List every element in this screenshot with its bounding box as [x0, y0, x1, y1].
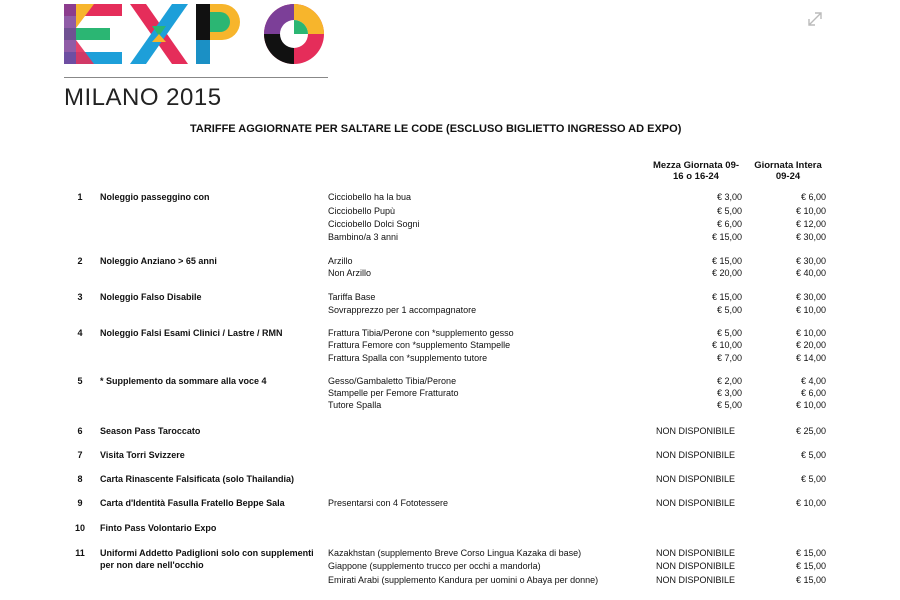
item-option: Cicciobello Dolci Sogni	[328, 219, 420, 229]
item-name: Season Pass Taroccato	[100, 426, 201, 436]
column-header-half-day	[648, 160, 744, 182]
column-header-full-day-line-2: 09-24	[775, 171, 801, 182]
price-full-day: € 4,00	[800, 376, 826, 386]
item-option: Stampelle per Femore Fratturato	[328, 388, 459, 398]
price-full-day: € 12,00	[795, 219, 826, 229]
item-option: Bambino/a 3 anni	[328, 232, 399, 242]
price-full-day: € 40,00	[795, 268, 826, 278]
price-half-day: € 15,00	[711, 256, 742, 266]
item-option: Giappone (supplemento trucco per occhi a mandorla)	[328, 561, 541, 571]
logo-letter-e	[64, 4, 122, 64]
item-number: 4	[77, 328, 83, 338]
item-name: Visita Torri Svizzere	[100, 450, 185, 460]
item-option: Frattura Tibia/Perone con *supplemento gesso	[328, 328, 514, 338]
document-title: TARIFFE AGGIORNATE PER SALTARE LE CODE (ESCLUSO BIGLIETTO INGRESSO AD EXPO)	[190, 123, 682, 135]
price-half-day: NON DISPONIBILE	[656, 498, 736, 508]
item-number: 5	[77, 376, 83, 386]
item-name: Carta Rinascente Falsificata (solo Thailandia)	[100, 474, 295, 484]
item-option: Arzillo	[328, 256, 353, 266]
item-name: Noleggio Falsi Esami Clinici / Lastre / RMN	[100, 328, 283, 338]
item-number: 11	[75, 548, 85, 558]
price-full-day: € 30,00	[795, 292, 826, 302]
item-option: Tutore Spalla	[328, 400, 382, 410]
expand-arrow-icon[interactable]	[808, 12, 822, 26]
price-full-day: € 30,00	[795, 256, 826, 266]
item-number: 10	[74, 523, 85, 533]
price-full-day: € 10,00	[795, 400, 826, 410]
price-full-day: € 15,00	[795, 575, 826, 585]
price-full-day: € 10,00	[795, 206, 826, 216]
price-half-day: € 15,00	[711, 232, 742, 242]
price-full-day: € 5,00	[800, 450, 826, 460]
item-option: Cicciobello ha la bua	[328, 192, 412, 202]
logo-letter-p	[196, 4, 240, 64]
price-full-day: € 14,00	[795, 353, 826, 363]
item-number: 2	[77, 256, 83, 266]
item-name: Noleggio passeggino con	[100, 192, 210, 202]
price-half-day: NON DISPONIBILE	[656, 426, 736, 436]
price-full-day: € 10,00	[795, 498, 826, 508]
item-name: Noleggio Anziano > 65 anni	[100, 256, 217, 266]
price-full-day: € 6,00	[800, 388, 826, 398]
price-half-day: € 5,00	[716, 328, 742, 338]
price-half-day: NON DISPONIBILE	[656, 450, 736, 460]
price-full-day: € 30,00	[795, 232, 826, 242]
item-name: Uniformi Addetto Padiglioni solo con supplementi	[100, 548, 314, 558]
item-option: Kazakhstan (supplemento Breve Corso Lingua Kazaka di base)	[328, 548, 582, 558]
item-name: per non dare nell'occhio	[100, 560, 204, 570]
price-full-day: € 10,00	[795, 328, 826, 338]
price-half-day: NON DISPONIBILE	[656, 548, 736, 558]
logo-divider	[64, 77, 328, 78]
item-number: 7	[77, 450, 83, 460]
column-header-full-day	[748, 160, 828, 182]
price-full-day: € 15,00	[795, 548, 826, 558]
item-number: 6	[77, 426, 83, 436]
price-full-day: € 5,00	[800, 474, 826, 484]
column-header-half-day-line-1: Mezza Giornata 09-	[652, 160, 740, 171]
price-half-day: € 6,00	[716, 219, 742, 229]
item-number: 9	[77, 498, 83, 508]
price-half-day: NON DISPONIBILE	[656, 561, 736, 571]
price-full-day: € 25,00	[795, 426, 826, 436]
item-name: Carta d'Identità Fasulla Fratello Beppe Sala	[100, 498, 285, 508]
price-full-day: € 15,00	[795, 561, 826, 571]
item-option: Non Arzillo	[328, 268, 372, 278]
item-option: Emirati Arabi (supplemento Kandura per uomini o Abaya per donne)	[328, 575, 599, 585]
item-number: 3	[77, 292, 83, 302]
item-name: * Supplemento da sommare alla voce 4	[100, 376, 267, 386]
item-option: Frattura Spalla con *supplemento tutore	[328, 353, 488, 363]
logo-letter-x	[130, 4, 188, 64]
price-half-day: € 15,00	[711, 292, 742, 302]
price-full-day: € 10,00	[795, 305, 826, 315]
price-half-day: € 10,00	[711, 340, 742, 350]
item-option: Tariffa Base	[328, 292, 376, 302]
price-half-day: € 5,00	[716, 400, 742, 410]
price-half-day: € 2,00	[716, 376, 742, 386]
item-option: Gesso/Gambaletto Tibia/Perone	[328, 376, 457, 386]
item-option: Cicciobello Pupù	[328, 206, 396, 216]
logo-letter-o	[264, 4, 324, 64]
price-half-day: NON DISPONIBILE	[656, 575, 736, 585]
item-option: Sovrapprezzo per 1 accompagnatore	[328, 305, 477, 315]
item-option: Frattura Femore con *supplemento Stampelle	[328, 340, 511, 350]
price-half-day: € 5,00	[716, 206, 742, 216]
column-header-half-day-line-2: 16 o 16-24	[673, 171, 719, 182]
price-half-day: € 7,00	[716, 353, 742, 363]
price-half-day: € 20,00	[711, 268, 742, 278]
item-number: 1	[77, 192, 83, 202]
price-full-day: € 20,00	[795, 340, 826, 350]
expo-logo	[64, 4, 330, 64]
price-half-day: € 5,00	[716, 305, 742, 315]
price-half-day: € 3,00	[716, 192, 742, 202]
price-half-day: € 3,00	[716, 388, 742, 398]
column-header-full-day-line-1: Giornata Intera	[754, 160, 822, 171]
item-option: Presentarsi con 4 Fototessere	[328, 498, 449, 508]
item-number: 8	[77, 474, 83, 484]
price-half-day: NON DISPONIBILE	[656, 474, 736, 484]
city-label: MILANO 2015	[64, 84, 222, 111]
price-full-day: € 6,00	[800, 192, 826, 202]
item-name: Finto Pass Volontario Expo	[100, 523, 217, 533]
item-name: Noleggio Falso Disabile	[100, 292, 202, 302]
